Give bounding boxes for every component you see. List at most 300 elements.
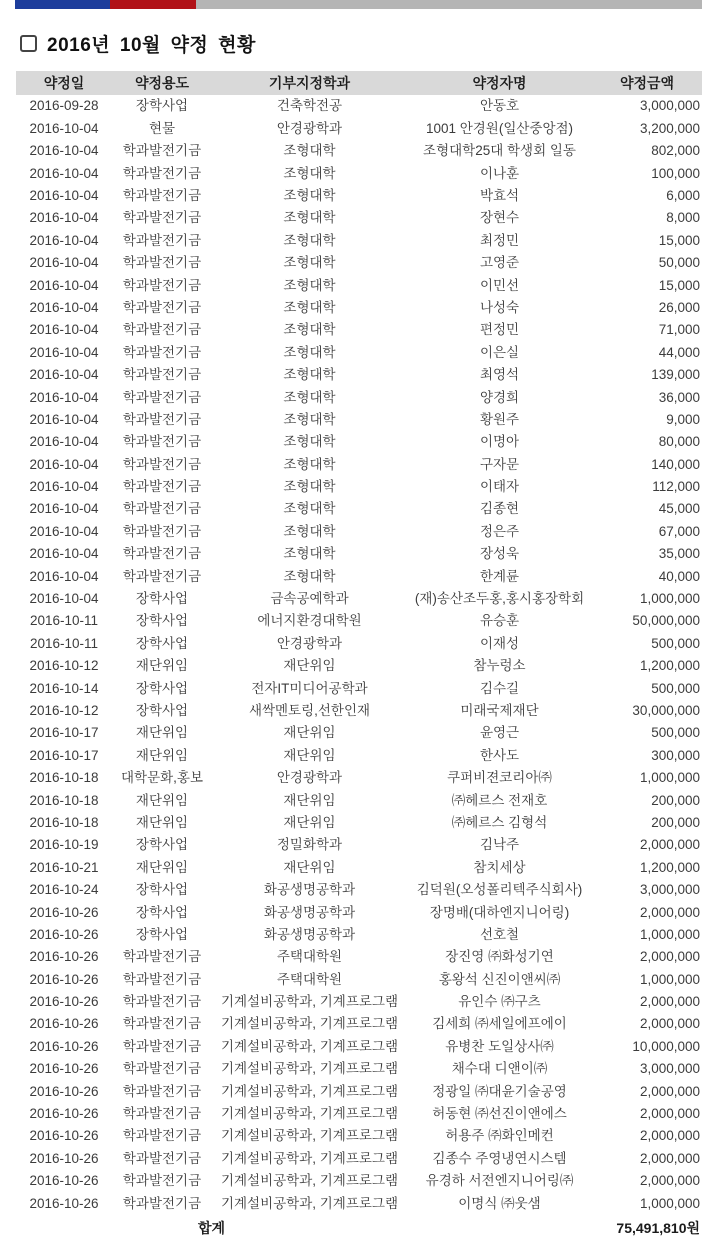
col-header-pledge-purpose: 약정용도 [112, 71, 212, 95]
cell-designated-department: 화공생명공학과 [263, 926, 356, 942]
cell-designated-department: 주택대학원 [276, 949, 343, 965]
cell-pledge-date: 2016-10-04 [29, 210, 99, 226]
cell-pledger-name: 안동호 [479, 98, 520, 114]
cell-pledge-amount: 2,000,000 [639, 1083, 700, 1099]
cell-pledge-purpose: 재단위임 [135, 814, 189, 830]
table-row [16, 744, 702, 766]
cell-pledger-name: 허동현 ㈜선진이앤에스 [432, 1106, 567, 1122]
cell-designated-department: 기계설비공학과, 기계프로그램 [220, 1038, 399, 1054]
cell-pledge-amount: 2,000,000 [639, 1173, 700, 1189]
cell-pledge-date: 2016-10-26 [29, 1128, 99, 1144]
cell-pledge-date: 2016-10-26 [29, 1150, 99, 1166]
table-row [16, 1125, 702, 1147]
cell-pledge-purpose: 학과발전기금 [122, 1061, 202, 1077]
cell-pledge-date: 2016-10-04 [29, 277, 99, 293]
cell-pledger-name: 김덕원(오성폴리텍주식회사) [416, 882, 583, 898]
cell-pledge-purpose: 학과발전기금 [122, 1128, 202, 1144]
cell-designated-department: 안경광학과 [276, 120, 343, 136]
cell-designated-department: 금속공예학과 [270, 591, 349, 607]
cell-pledge-amount: 802,000 [651, 143, 700, 159]
cell-pledger-name: 정은주 [479, 523, 520, 539]
cell-pledge-amount: 45,000 [658, 501, 700, 517]
cell-pledger-name: 김수길 [479, 680, 520, 696]
cell-pledge-amount: 67,000 [658, 523, 700, 539]
cell-pledge-date: 2016-10-04 [29, 591, 99, 607]
cell-pledger-name: ㈜헤르스 전재호 [451, 792, 548, 808]
cell-pledger-name: 최영석 [479, 367, 520, 383]
col-header-pledge-amount: 약정금액 [592, 71, 702, 95]
cell-pledge-date: 2016-10-26 [29, 1195, 99, 1211]
table-row [16, 901, 702, 923]
cell-pledge-date: 2016-10-26 [29, 926, 99, 942]
cell-designated-department: 조형대학 [283, 255, 336, 271]
cell-pledger-name: 조형대학25대 학생회 일동 [423, 143, 576, 159]
cell-pledger-name: 장진영 ㈜화성기연 [445, 949, 554, 965]
cell-pledge-date: 2016-10-18 [29, 770, 99, 786]
table-row [16, 386, 702, 408]
table-row [16, 117, 702, 139]
cell-designated-department: 안경광학과 [276, 770, 343, 786]
cell-pledge-date: 2016-10-18 [29, 814, 99, 830]
cell-designated-department: 기계설비공학과, 기계프로그램 [220, 1106, 399, 1122]
table-row [16, 1035, 702, 1057]
cell-pledge-amount: 3,000,000 [639, 882, 700, 898]
cell-pledge-purpose: 장학사업 [135, 591, 189, 607]
cell-pledge-amount: 1,000,000 [639, 591, 700, 607]
cell-pledge-amount: 2,000,000 [639, 1106, 700, 1122]
cell-pledge-purpose: 학과발전기금 [122, 1106, 202, 1122]
cell-pledge-amount: 500,000 [651, 635, 700, 651]
cell-pledge-amount: 30,000,000 [632, 702, 700, 718]
cell-pledge-date: 2016-10-11 [29, 635, 99, 651]
cell-pledger-name: 김종수 주영냉연시스템 [432, 1150, 567, 1166]
table-row [16, 297, 702, 319]
cell-pledge-purpose: 학과발전기금 [122, 501, 202, 517]
cell-pledge-purpose: 장학사업 [135, 680, 189, 696]
cell-pledge-date: 2016-10-26 [29, 904, 99, 920]
cell-pledge-date: 2016-10-04 [29, 165, 99, 181]
table-row [16, 185, 702, 207]
cell-pledge-date: 2016-10-21 [29, 859, 99, 875]
table-row [16, 520, 702, 542]
cell-pledge-amount: 2,000,000 [639, 904, 700, 920]
table-footer-row [16, 1215, 702, 1238]
topbar-gray-segment [196, 0, 702, 9]
cell-pledger-name: 유승훈 [479, 613, 520, 629]
table-row [16, 856, 702, 878]
cell-pledge-amount: 2,000,000 [639, 994, 700, 1010]
footer-spacer [407, 1215, 592, 1238]
cell-designated-department: 기계설비공학과, 기계프로그램 [220, 1083, 399, 1099]
cell-designated-department: 화공생명공학과 [263, 904, 356, 920]
table-row [16, 408, 702, 430]
cell-pledge-date: 2016-10-04 [29, 120, 99, 136]
cell-pledger-name: 1001 안경원(일산중앙점) [425, 120, 574, 136]
table-row [16, 207, 702, 229]
cell-pledger-name: 선호철 [479, 926, 520, 942]
cell-pledge-amount: 2,000,000 [639, 1150, 700, 1166]
cell-pledge-purpose: 재단위임 [135, 658, 189, 674]
table-row [16, 565, 702, 587]
cell-pledge-purpose: 학과발전기금 [122, 1173, 202, 1189]
table-row [16, 1170, 702, 1192]
table-row [16, 95, 702, 117]
cell-pledge-purpose: 장학사업 [135, 702, 189, 718]
cell-pledger-name: 고영준 [479, 255, 520, 271]
table-row [16, 991, 702, 1013]
cell-pledge-date: 2016-10-26 [29, 994, 99, 1010]
cell-pledge-amount: 139,000 [651, 367, 700, 383]
cell-designated-department: 기계설비공학과, 기계프로그램 [220, 994, 399, 1010]
cell-pledge-amount: 36,000 [658, 389, 700, 405]
cell-pledge-date: 2016-10-18 [29, 792, 99, 808]
cell-pledge-amount: 71,000 [658, 322, 700, 338]
cell-designated-department: 조형대학 [283, 232, 336, 248]
cell-designated-department: 건축학전공 [276, 98, 343, 114]
cell-pledge-amount: 1,000,000 [639, 971, 700, 987]
cell-pledge-amount: 1,000,000 [639, 770, 700, 786]
table-row [16, 453, 702, 475]
cell-pledger-name: 채수대 디앤이㈜ [451, 1061, 548, 1077]
cell-pledge-amount: 300,000 [651, 747, 700, 763]
table-row [16, 834, 702, 856]
cell-pledge-date: 2016-10-17 [29, 725, 99, 741]
page-title: 2016년 10월 약정 현황 [47, 35, 256, 56]
cell-pledge-purpose: 장학사업 [135, 635, 189, 651]
table-row [16, 252, 702, 274]
cell-pledge-amount: 9,000 [666, 411, 700, 427]
cell-pledger-name: 이은실 [479, 344, 520, 360]
cell-designated-department: 기계설비공학과, 기계프로그램 [220, 1016, 399, 1032]
cell-pledger-name: 윤영근 [479, 725, 520, 741]
cell-pledge-purpose: 장학사업 [135, 837, 189, 853]
cell-pledge-purpose: 학과발전기금 [122, 143, 202, 159]
cell-pledger-name: 박효석 [479, 188, 520, 203]
cell-pledge-purpose: 학과발전기금 [122, 210, 202, 226]
cell-pledger-name: 장명배(대하엔지니어링) [429, 904, 570, 920]
cell-pledger-name: 양경희 [479, 389, 520, 405]
cell-designated-department: 조형대학 [283, 344, 336, 360]
cell-designated-department: 새싹멘토링,선한인재 [248, 702, 371, 718]
cell-pledge-amount: 500,000 [651, 725, 700, 741]
cell-pledge-date: 2016-10-04 [29, 188, 99, 203]
cell-pledge-purpose: 재단위임 [135, 859, 189, 875]
cell-pledge-purpose: 재단위임 [135, 747, 189, 763]
cell-pledge-purpose: 학과발전기금 [122, 277, 202, 293]
cell-pledge-date: 2016-10-26 [29, 1083, 99, 1099]
topbar-red-segment [110, 0, 196, 9]
cell-pledger-name: 유인수 ㈜구츠 [458, 994, 541, 1010]
cell-designated-department: 조형대학 [283, 546, 336, 562]
cell-designated-department: 조형대학 [283, 523, 336, 539]
table-row [16, 767, 702, 789]
cell-pledger-name: 유경하 서전엔지니어링㈜ [425, 1173, 574, 1189]
cell-pledge-date: 2016-10-26 [29, 1173, 99, 1189]
table-row [16, 923, 702, 945]
cell-pledge-amount: 6,000 [666, 188, 700, 203]
col-header-pledge-date: 약정일 [16, 71, 112, 95]
cell-pledge-amount: 40,000 [658, 568, 700, 584]
cell-pledge-amount: 26,000 [658, 299, 700, 315]
cell-designated-department: 재단위임 [283, 859, 336, 875]
cell-designated-department: 조형대학 [283, 143, 336, 159]
cell-pledge-date: 2016-10-04 [29, 546, 99, 562]
total-label: 합계 [197, 1220, 226, 1237]
cell-pledge-purpose: 장학사업 [135, 926, 189, 942]
cell-pledger-name: 장현수 [479, 210, 520, 226]
cell-designated-department: 조형대학 [283, 501, 336, 517]
cell-designated-department: 화공생명공학과 [263, 882, 356, 898]
cell-pledger-name: 이나훈 [479, 165, 520, 181]
cell-designated-department: 주택대학원 [276, 971, 343, 987]
cell-pledge-purpose: 학과발전기금 [122, 523, 202, 539]
cell-pledge-date: 2016-10-26 [29, 949, 99, 965]
cell-pledge-date: 2016-10-04 [29, 501, 99, 517]
cell-designated-department: 조형대학 [283, 165, 336, 181]
cell-designated-department: 조형대학 [283, 479, 336, 495]
cell-pledger-name: 이민선 [479, 277, 520, 293]
cell-pledge-amount: 35,000 [658, 546, 700, 562]
cell-pledge-amount: 1,200,000 [639, 658, 700, 674]
table-row [16, 789, 702, 811]
table-row [16, 632, 702, 654]
col-header-pledger-name: 약정자명 [407, 71, 592, 95]
cell-pledge-date: 2016-10-04 [29, 299, 99, 315]
table-row [16, 1192, 702, 1214]
cell-pledge-amount: 140,000 [651, 456, 700, 472]
table-row [16, 1080, 702, 1102]
square-bullet-icon [20, 35, 37, 52]
table-row [16, 140, 702, 162]
table-row [16, 341, 702, 363]
cell-designated-department: 재단위임 [283, 814, 336, 830]
cell-designated-department: 조형대학 [283, 568, 336, 584]
cell-pledge-amount: 200,000 [651, 814, 700, 830]
cell-designated-department: 조형대학 [283, 322, 336, 338]
cell-pledge-date: 2016-10-26 [29, 1016, 99, 1032]
cell-pledger-name: 김낙주 [479, 837, 520, 853]
cell-pledge-date: 2016-10-04 [29, 322, 99, 338]
cell-designated-department: 조형대학 [283, 434, 336, 450]
cell-designated-department: 안경광학과 [276, 635, 343, 651]
col-header-designated-department: 기부지정학과 [212, 71, 407, 95]
cell-designated-department: 조형대학 [283, 299, 336, 315]
cell-pledge-purpose: 학과발전기금 [122, 232, 202, 248]
cell-designated-department: 재단위임 [283, 792, 336, 808]
table-row [16, 879, 702, 901]
table-row [16, 162, 702, 184]
cell-pledger-name: 나성숙 [479, 299, 520, 315]
cell-pledge-purpose: 학과발전기금 [122, 165, 202, 181]
cell-pledge-purpose: 재단위임 [135, 725, 189, 741]
cell-pledger-name: 구자문 [479, 456, 520, 472]
cell-pledge-date: 2016-10-04 [29, 456, 99, 472]
cell-pledger-name: 김세희 ㈜세일에프에이 [432, 1016, 567, 1032]
cell-designated-department: 조형대학 [283, 367, 336, 383]
cell-pledge-date: 2016-10-04 [29, 434, 99, 450]
cell-pledge-amount: 1,000,000 [639, 1195, 700, 1211]
table-row [16, 700, 702, 722]
cell-pledge-date: 2016-10-26 [29, 1106, 99, 1122]
cell-pledger-name: 이태자 [479, 479, 520, 495]
table-body [16, 95, 702, 1215]
total-amount: 75,491,810원 [616, 1220, 700, 1237]
cell-designated-department: 조형대학 [283, 277, 336, 293]
cell-pledge-amount: 50,000,000 [632, 613, 700, 629]
cell-pledge-amount: 3,000,000 [639, 98, 700, 114]
cell-pledge-purpose: 학과발전기금 [122, 1195, 202, 1211]
table-row [16, 677, 702, 699]
cell-pledge-date: 2016-10-04 [29, 479, 99, 495]
cell-pledger-name: 유병찬 도일상사㈜ [445, 1038, 554, 1054]
cell-pledger-name: 편정민 [479, 322, 520, 338]
cell-pledge-amount: 2,000,000 [639, 837, 700, 853]
cell-pledge-date: 2016-10-04 [29, 344, 99, 360]
cell-pledge-date: 2016-10-04 [29, 143, 99, 159]
cell-pledge-date: 2016-10-26 [29, 1038, 99, 1054]
cell-pledger-name: 홍왕석 신진이앤씨㈜ [438, 971, 561, 987]
cell-pledger-name: 장성욱 [479, 546, 520, 562]
cell-pledge-amount: 80,000 [658, 434, 700, 450]
cell-pledger-name: 최정민 [479, 232, 520, 248]
cell-pledger-name: ㈜헤르스 김형석 [451, 814, 548, 830]
table-row [16, 431, 702, 453]
cell-designated-department: 재단위임 [283, 658, 336, 674]
cell-pledge-date: 2016-10-12 [29, 702, 99, 718]
cell-pledger-name: 김종현 [479, 501, 520, 517]
cell-designated-department: 조형대학 [283, 389, 336, 405]
cell-pledger-name: 참누렁소 [473, 658, 526, 674]
cell-pledge-purpose: 학과발전기금 [122, 434, 202, 450]
cell-pledge-purpose: 학과발전기금 [122, 568, 202, 584]
cell-pledge-date: 2016-09-28 [29, 98, 99, 114]
cell-pledge-date: 2016-10-04 [29, 523, 99, 539]
table-row [16, 1058, 702, 1080]
cell-pledge-purpose: 학과발전기금 [122, 949, 202, 965]
cell-pledge-amount: 44,000 [658, 344, 700, 360]
cell-pledger-name: 정광일 ㈜대윤기술공영 [432, 1083, 567, 1099]
cell-pledge-purpose: 학과발전기금 [122, 344, 202, 360]
table-row [16, 229, 702, 251]
cell-pledge-purpose: 장학사업 [135, 98, 189, 114]
table-row [16, 1013, 702, 1035]
cell-pledge-amount: 8,000 [666, 210, 700, 226]
table-row [16, 722, 702, 744]
cell-pledge-amount: 1,200,000 [639, 859, 700, 875]
cell-pledge-date: 2016-10-04 [29, 232, 99, 248]
cell-pledge-date: 2016-10-11 [29, 613, 99, 629]
cell-pledge-purpose: 학과발전기금 [122, 546, 202, 562]
cell-pledge-purpose: 학과발전기금 [122, 1083, 202, 1099]
pledge-table [16, 71, 702, 1238]
cell-pledge-date: 2016-10-04 [29, 568, 99, 584]
cell-pledger-name: 한계륜 [479, 568, 520, 584]
cell-pledge-purpose: 학과발전기금 [122, 1150, 202, 1166]
cell-pledge-purpose: 장학사업 [135, 882, 189, 898]
cell-designated-department: 조형대학 [283, 411, 336, 427]
cell-pledger-name: 허용주 ㈜화인메컨 [445, 1128, 554, 1144]
cell-pledge-purpose: 학과발전기금 [122, 389, 202, 405]
cell-pledge-amount: 2,000,000 [639, 949, 700, 965]
cell-pledge-purpose: 학과발전기금 [122, 971, 202, 987]
cell-pledge-purpose: 학과발전기금 [122, 1038, 202, 1054]
cell-pledge-amount: 100,000 [651, 165, 700, 181]
cell-pledge-amount: 2,000,000 [639, 1128, 700, 1144]
title-row [20, 30, 715, 57]
cell-pledge-purpose: 학과발전기금 [122, 411, 202, 427]
cell-pledge-amount: 3,000,000 [639, 1061, 700, 1077]
cell-designated-department: 기계설비공학과, 기계프로그램 [220, 1195, 399, 1211]
cell-pledge-purpose: 재단위임 [135, 792, 189, 808]
table-row [16, 1103, 702, 1125]
table-row [16, 498, 702, 520]
cell-pledge-date: 2016-10-19 [29, 837, 99, 853]
table-row [16, 1147, 702, 1169]
cell-designated-department: 재단위임 [283, 747, 336, 763]
cell-pledge-date: 2016-10-14 [29, 680, 99, 696]
table-row [16, 946, 702, 968]
cell-pledge-date: 2016-10-24 [29, 882, 99, 898]
cell-pledge-date: 2016-10-17 [29, 747, 99, 763]
cell-pledge-purpose: 장학사업 [135, 904, 189, 920]
cell-pledger-name: 쿠퍼비젼코리아㈜ [447, 770, 552, 786]
cell-pledge-amount: 2,000,000 [639, 1016, 700, 1032]
cell-pledge-date: 2016-10-04 [29, 255, 99, 271]
cell-designated-department: 기계설비공학과, 기계프로그램 [220, 1061, 399, 1077]
cell-designated-department: 조형대학 [283, 210, 336, 226]
table-row [16, 968, 702, 990]
table-row [16, 812, 702, 834]
cell-pledge-purpose: 학과발전기금 [122, 367, 202, 383]
table-row [16, 610, 702, 632]
cell-pledge-date: 2016-10-26 [29, 1061, 99, 1077]
cell-pledge-purpose: 현물 [148, 120, 176, 136]
table-row [16, 655, 702, 677]
cell-pledger-name: 참치세상 [473, 859, 526, 875]
cell-pledge-purpose: 학과발전기금 [122, 1016, 202, 1032]
cell-designated-department: 기계설비공학과, 기계프로그램 [220, 1150, 399, 1166]
cell-designated-department: 에너지환경대학원 [257, 613, 362, 629]
cell-designated-department: 재단위임 [283, 725, 336, 741]
table-header-row [16, 71, 702, 95]
cell-pledge-purpose: 학과발전기금 [122, 456, 202, 472]
cell-pledger-name: 미래국제재단 [460, 702, 539, 718]
cell-pledge-purpose: 학과발전기금 [122, 994, 202, 1010]
cell-pledge-purpose: 학과발전기금 [122, 322, 202, 338]
cell-pledger-name: 이재성 [479, 635, 520, 651]
cell-designated-department: 조형대학 [283, 456, 336, 472]
cell-designated-department: 전자IT미디어공학과 [251, 680, 368, 696]
cell-pledger-name: 이명식 ㈜웃샘 [458, 1195, 541, 1211]
table-row [16, 543, 702, 565]
cell-pledge-date: 2016-10-04 [29, 411, 99, 427]
cell-designated-department: 기계설비공학과, 기계프로그램 [220, 1128, 399, 1144]
cell-pledge-date: 2016-10-12 [29, 658, 99, 674]
cell-designated-department: 정밀화학과 [276, 837, 343, 853]
cell-pledge-purpose: 학과발전기금 [122, 188, 202, 203]
cell-pledge-date: 2016-10-04 [29, 367, 99, 383]
cell-pledger-name: 이명아 [479, 434, 520, 450]
cell-pledge-amount: 200,000 [651, 792, 700, 808]
cell-pledger-name: 한사도 [479, 747, 520, 763]
cell-pledge-amount: 112,000 [652, 479, 700, 495]
cell-designated-department: 조형대학 [283, 188, 336, 203]
cell-pledge-amount: 15,000 [658, 232, 700, 248]
table-row [16, 319, 702, 341]
table-row [16, 476, 702, 498]
cell-pledge-amount: 3,200,000 [639, 120, 700, 136]
table-row [16, 588, 702, 610]
